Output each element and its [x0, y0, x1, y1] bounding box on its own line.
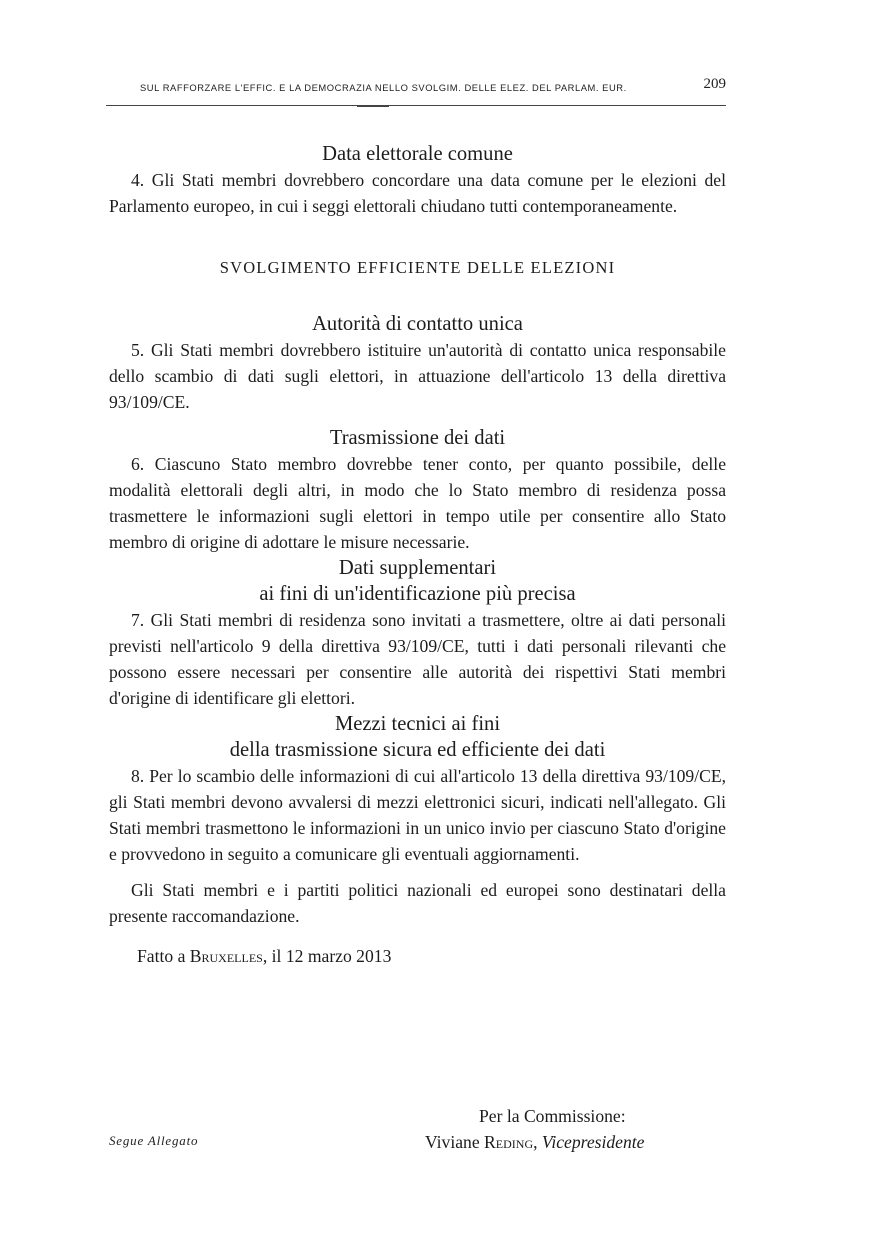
date-suffix: , il 12 marzo 2013 — [262, 946, 392, 966]
section-title: SVOLGIMENTO EFFICIENTE DELLE ELEZIONI — [219, 258, 616, 277]
heading-autorita-contatto: Autorità di contatto unica — [312, 313, 523, 335]
paragraph-6: 6. Ciascuno Stato membro dovrebbe tener conto, per quanto possibile, delle modalità elettorali degli altri, in modo che lo Stato membro di residenza possa trasmettere le informazioni sugli elettori in tempo utile per consentire allo Stato membro di origine di adottare le misure necessarie. — [109, 454, 726, 552]
heading-mezzi-tecnici: Mezzi tecnici ai fini — [334, 713, 501, 735]
page-number: 209 — [703, 76, 726, 92]
city-name: Bruxelles — [189, 946, 263, 966]
heading-dati-supplementari-sub: ai fini di un'identificazione più precisa — [259, 583, 576, 605]
paragraph-4: 4. Gli Stati membri dovrebbero concordare una data comune per le elezioni del Parlamento europeo, in cui i seggi elettorali chiudano tutti contemporaneamente. — [109, 170, 726, 216]
heading-data-elettorale: Data elettorale comune — [322, 143, 513, 165]
running-title: SUL RAFFORZARE L'EFFIC. E LA DEMOCRAZIA NELLO SVOLGIM. DELLE ELEZ. DEL PARLAM. EUR. — [140, 82, 627, 93]
signatory-last-name: Reding — [484, 1132, 534, 1152]
date-prefix: Fatto a — [137, 946, 190, 966]
heading-mezzi-tecnici-sub: della trasmissione sicura ed efficiente dei dati — [229, 739, 606, 761]
paragraph-addressees: Gli Stati membri e i partiti politici nazionali ed europei sono destinatari della presente raccomandazione. — [109, 880, 726, 926]
heading-trasmissione-dati: Trasmissione dei dati — [329, 427, 506, 449]
segue-allegato-note: Segue Allegato — [109, 1133, 199, 1148]
running-header — [106, 76, 726, 100]
signatory-first-name: Viviane — [425, 1132, 485, 1152]
paragraph-5: 5. Gli Stati membri dovrebbero istituire un'autorità di contatto unica responsabile dello scambio di dati sugli elettori, in attuazione dell'articolo 13 della direttiva 93/109/CE. — [109, 340, 726, 412]
for-commission-label: Per la Commissione: — [479, 1106, 626, 1126]
heading-dati-supplementari: Dati supplementari — [338, 557, 497, 579]
paragraph-7: 7. Gli Stati membri di residenza sono invitati a trasmettere, oltre ai dati personali previsti nell'articolo 9 della direttiva 93/109/CE, tutti i dati personali rilevanti che possono essere necessari per consentire alle autorità dei rispettivi Stati membri d'origine di identificare gli elettori. — [109, 610, 726, 708]
date-place-line — [109, 943, 726, 969]
paragraph-8: 8. Per lo scambio delle informazioni di cui all'articolo 13 della direttiva 93/109/CE, gli Stati membri devono avvalersi di mezzi elettronici sicuri, indicati nell'allegato. Gli Stati membri trasmettono le informazioni in un unico invio per ciascuno Stato d'origine e provvedono in seguito a comunicare gli eventuali aggiornamenti. — [109, 766, 726, 864]
signatory-separator: , — [533, 1132, 542, 1152]
header-rule-accent — [357, 105, 389, 107]
signatory — [425, 1129, 645, 1155]
header-rule — [106, 105, 726, 106]
signatory-role: Vicepresidente — [541, 1132, 645, 1152]
